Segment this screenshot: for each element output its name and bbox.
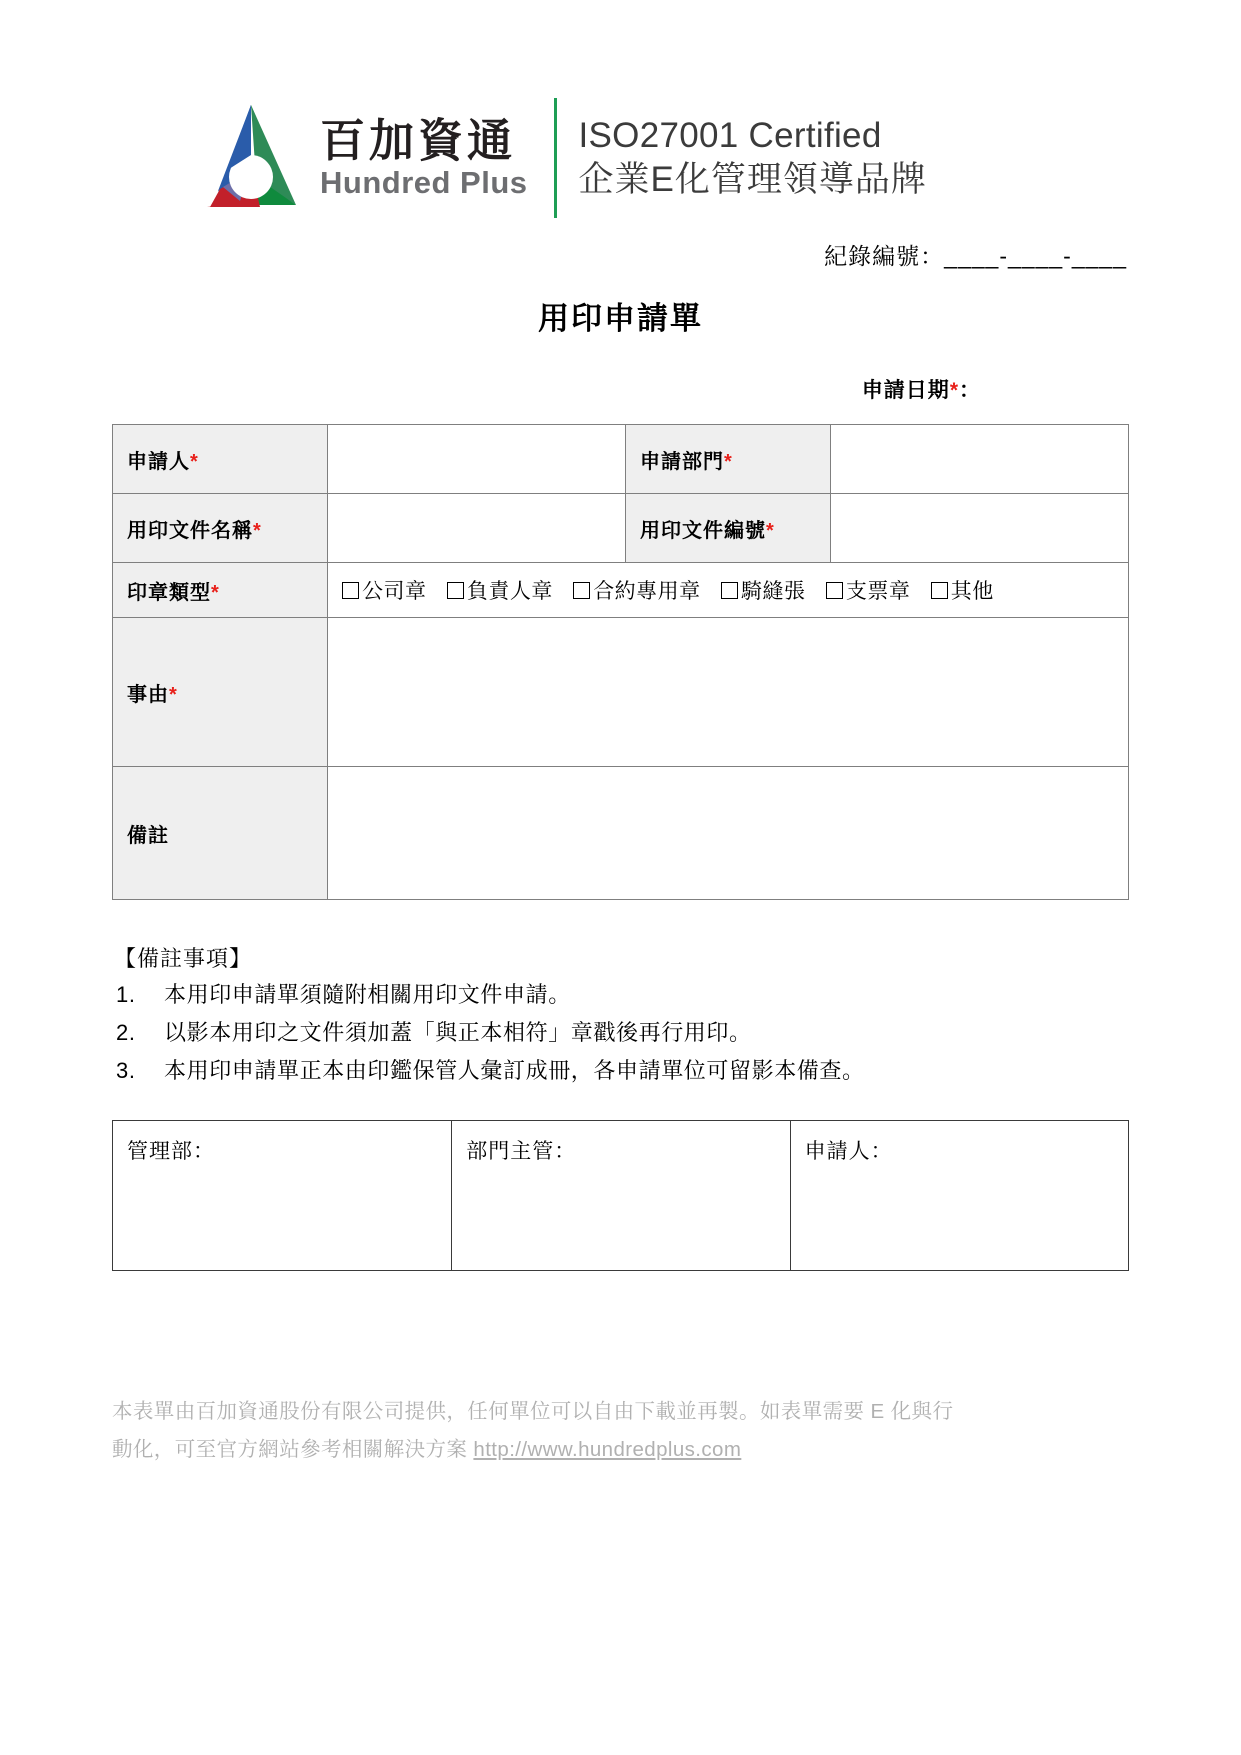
apply-date-required-asterisk: * — [949, 379, 959, 402]
logo-header — [112, 0, 1129, 224]
logo-company-cn: 百加資通 — [320, 114, 517, 166]
label-stamp-type-text: 印章類型 — [127, 581, 211, 604]
label-department-text: 申請部門 — [640, 450, 724, 473]
field-stamp-type-options — [328, 563, 1129, 618]
logo-tagline-cn: 企業E化管理領導品牌 — [578, 160, 927, 199]
checkbox-icon[interactable] — [826, 582, 843, 599]
seal-application-form-table — [112, 424, 1129, 900]
label-department-required-asterisk: * — [724, 450, 733, 473]
logo-tagline-en: ISO27001 Certified — [578, 116, 882, 156]
page-title: 用印申請單 — [538, 301, 703, 336]
checkbox-option-cheque-seal[interactable] — [826, 575, 911, 605]
stamp-type-checkbox-group — [342, 575, 1114, 605]
apply-date-text: 申請日期 — [861, 379, 950, 402]
logo-tagline — [579, 114, 927, 202]
record-number-label: 紀錄編號：____-____-____ — [824, 243, 1127, 269]
note-number: 3. — [116, 1058, 136, 1083]
footer-line-2 — [112, 1431, 1129, 1469]
checkbox-icon[interactable] — [573, 582, 590, 599]
signature-cell-department-manager[interactable]: 部門主管： — [452, 1121, 790, 1271]
signature-row — [113, 1121, 1129, 1271]
label-reason-required-asterisk: * — [169, 683, 178, 706]
apply-date-label — [112, 374, 1129, 404]
note-item-3 — [112, 1060, 1129, 1082]
note-item-2 — [112, 1022, 1129, 1044]
label-department — [626, 425, 831, 494]
table-row-document-name — [113, 494, 1129, 563]
label-applicant — [113, 425, 328, 494]
field-document-number[interactable] — [831, 494, 1129, 563]
field-document-name[interactable] — [328, 494, 626, 563]
field-reason[interactable] — [328, 618, 1129, 767]
logo-divider — [554, 98, 557, 218]
label-reason-text: 事由 — [127, 683, 169, 706]
checkbox-label: 騎縫張 — [741, 580, 806, 603]
label-stamp-type-required-asterisk: * — [211, 581, 220, 604]
label-remark-text: 備註 — [127, 824, 169, 847]
checkbox-option-contract-seal[interactable] — [573, 575, 701, 605]
hundred-plus-triangle-logo-icon — [190, 99, 312, 217]
table-row-stamp-type — [113, 563, 1129, 618]
label-applicant-required-asterisk: * — [190, 450, 199, 473]
checkbox-option-company-seal[interactable] — [342, 575, 427, 605]
checkbox-label: 支票章 — [845, 580, 911, 603]
notes-heading: 【備註事項】 — [114, 946, 253, 971]
checkbox-icon[interactable] — [342, 582, 359, 599]
label-document-name-text: 用印文件名稱 — [127, 519, 253, 542]
label-document-name-required-asterisk: * — [253, 519, 262, 542]
signature-cell-applicant[interactable]: 申請人： — [790, 1121, 1128, 1271]
checkbox-label: 合約專用章 — [593, 580, 701, 603]
checkbox-option-responsible-person-seal[interactable] — [447, 575, 553, 605]
footer-disclaimer — [112, 1393, 1129, 1469]
footer-line-2-prefix: 動化，可至官方網站參考相關解決方案 — [112, 1437, 474, 1461]
logo-company-en: Hundred Plus — [320, 165, 528, 201]
checkbox-option-straddle-seal[interactable] — [721, 575, 806, 605]
note-number: 2. — [116, 1020, 136, 1045]
field-remark[interactable] — [328, 767, 1129, 900]
checkbox-icon[interactable] — [447, 582, 464, 599]
label-applicant-text: 申請人 — [127, 450, 190, 473]
table-row-reason — [113, 618, 1129, 767]
note-text: 本用印申請單正本由印鑑保管人彙訂成冊，各申請單位可留影本備查。 — [164, 1058, 865, 1083]
checkbox-icon[interactable] — [931, 582, 948, 599]
label-stamp-type — [113, 563, 328, 618]
label-document-number-required-asterisk: * — [766, 519, 775, 542]
checkbox-label: 負責人章 — [466, 580, 553, 603]
checkbox-option-other[interactable] — [931, 575, 994, 605]
note-text: 以影本用印之文件須加蓋「與正本相符」章戳後再行用印。 — [164, 1020, 752, 1045]
label-remark — [113, 767, 328, 900]
note-item-1 — [112, 984, 1129, 1006]
label-document-number-text: 用印文件編號 — [640, 519, 766, 542]
label-reason — [113, 618, 328, 767]
checkbox-icon[interactable] — [721, 582, 738, 599]
signature-table — [112, 1120, 1129, 1271]
label-document-number — [626, 494, 831, 563]
checkbox-label: 公司章 — [362, 580, 427, 603]
label-document-name — [113, 494, 328, 563]
table-row-remark — [113, 767, 1129, 900]
field-department[interactable] — [831, 425, 1129, 494]
notes-section — [112, 948, 1129, 1082]
field-applicant[interactable] — [328, 425, 626, 494]
footer-website-link[interactable]: http://www.hundredplus.com — [473, 1437, 742, 1461]
apply-date-colon: ： — [959, 379, 981, 402]
footer-line-1: 本表單由百加資通股份有限公司提供，任何單位可以自由下載並再製。如表單需要 E 化與行 — [112, 1400, 954, 1423]
table-row-applicant — [113, 425, 1129, 494]
note-number: 1. — [116, 982, 136, 1007]
logo-wordmark — [320, 116, 528, 200]
signature-cell-admin[interactable]: 管理部： — [113, 1121, 452, 1271]
note-text: 本用印申請單須隨附相關用印文件申請。 — [164, 982, 571, 1007]
checkbox-label: 其他 — [950, 580, 994, 603]
